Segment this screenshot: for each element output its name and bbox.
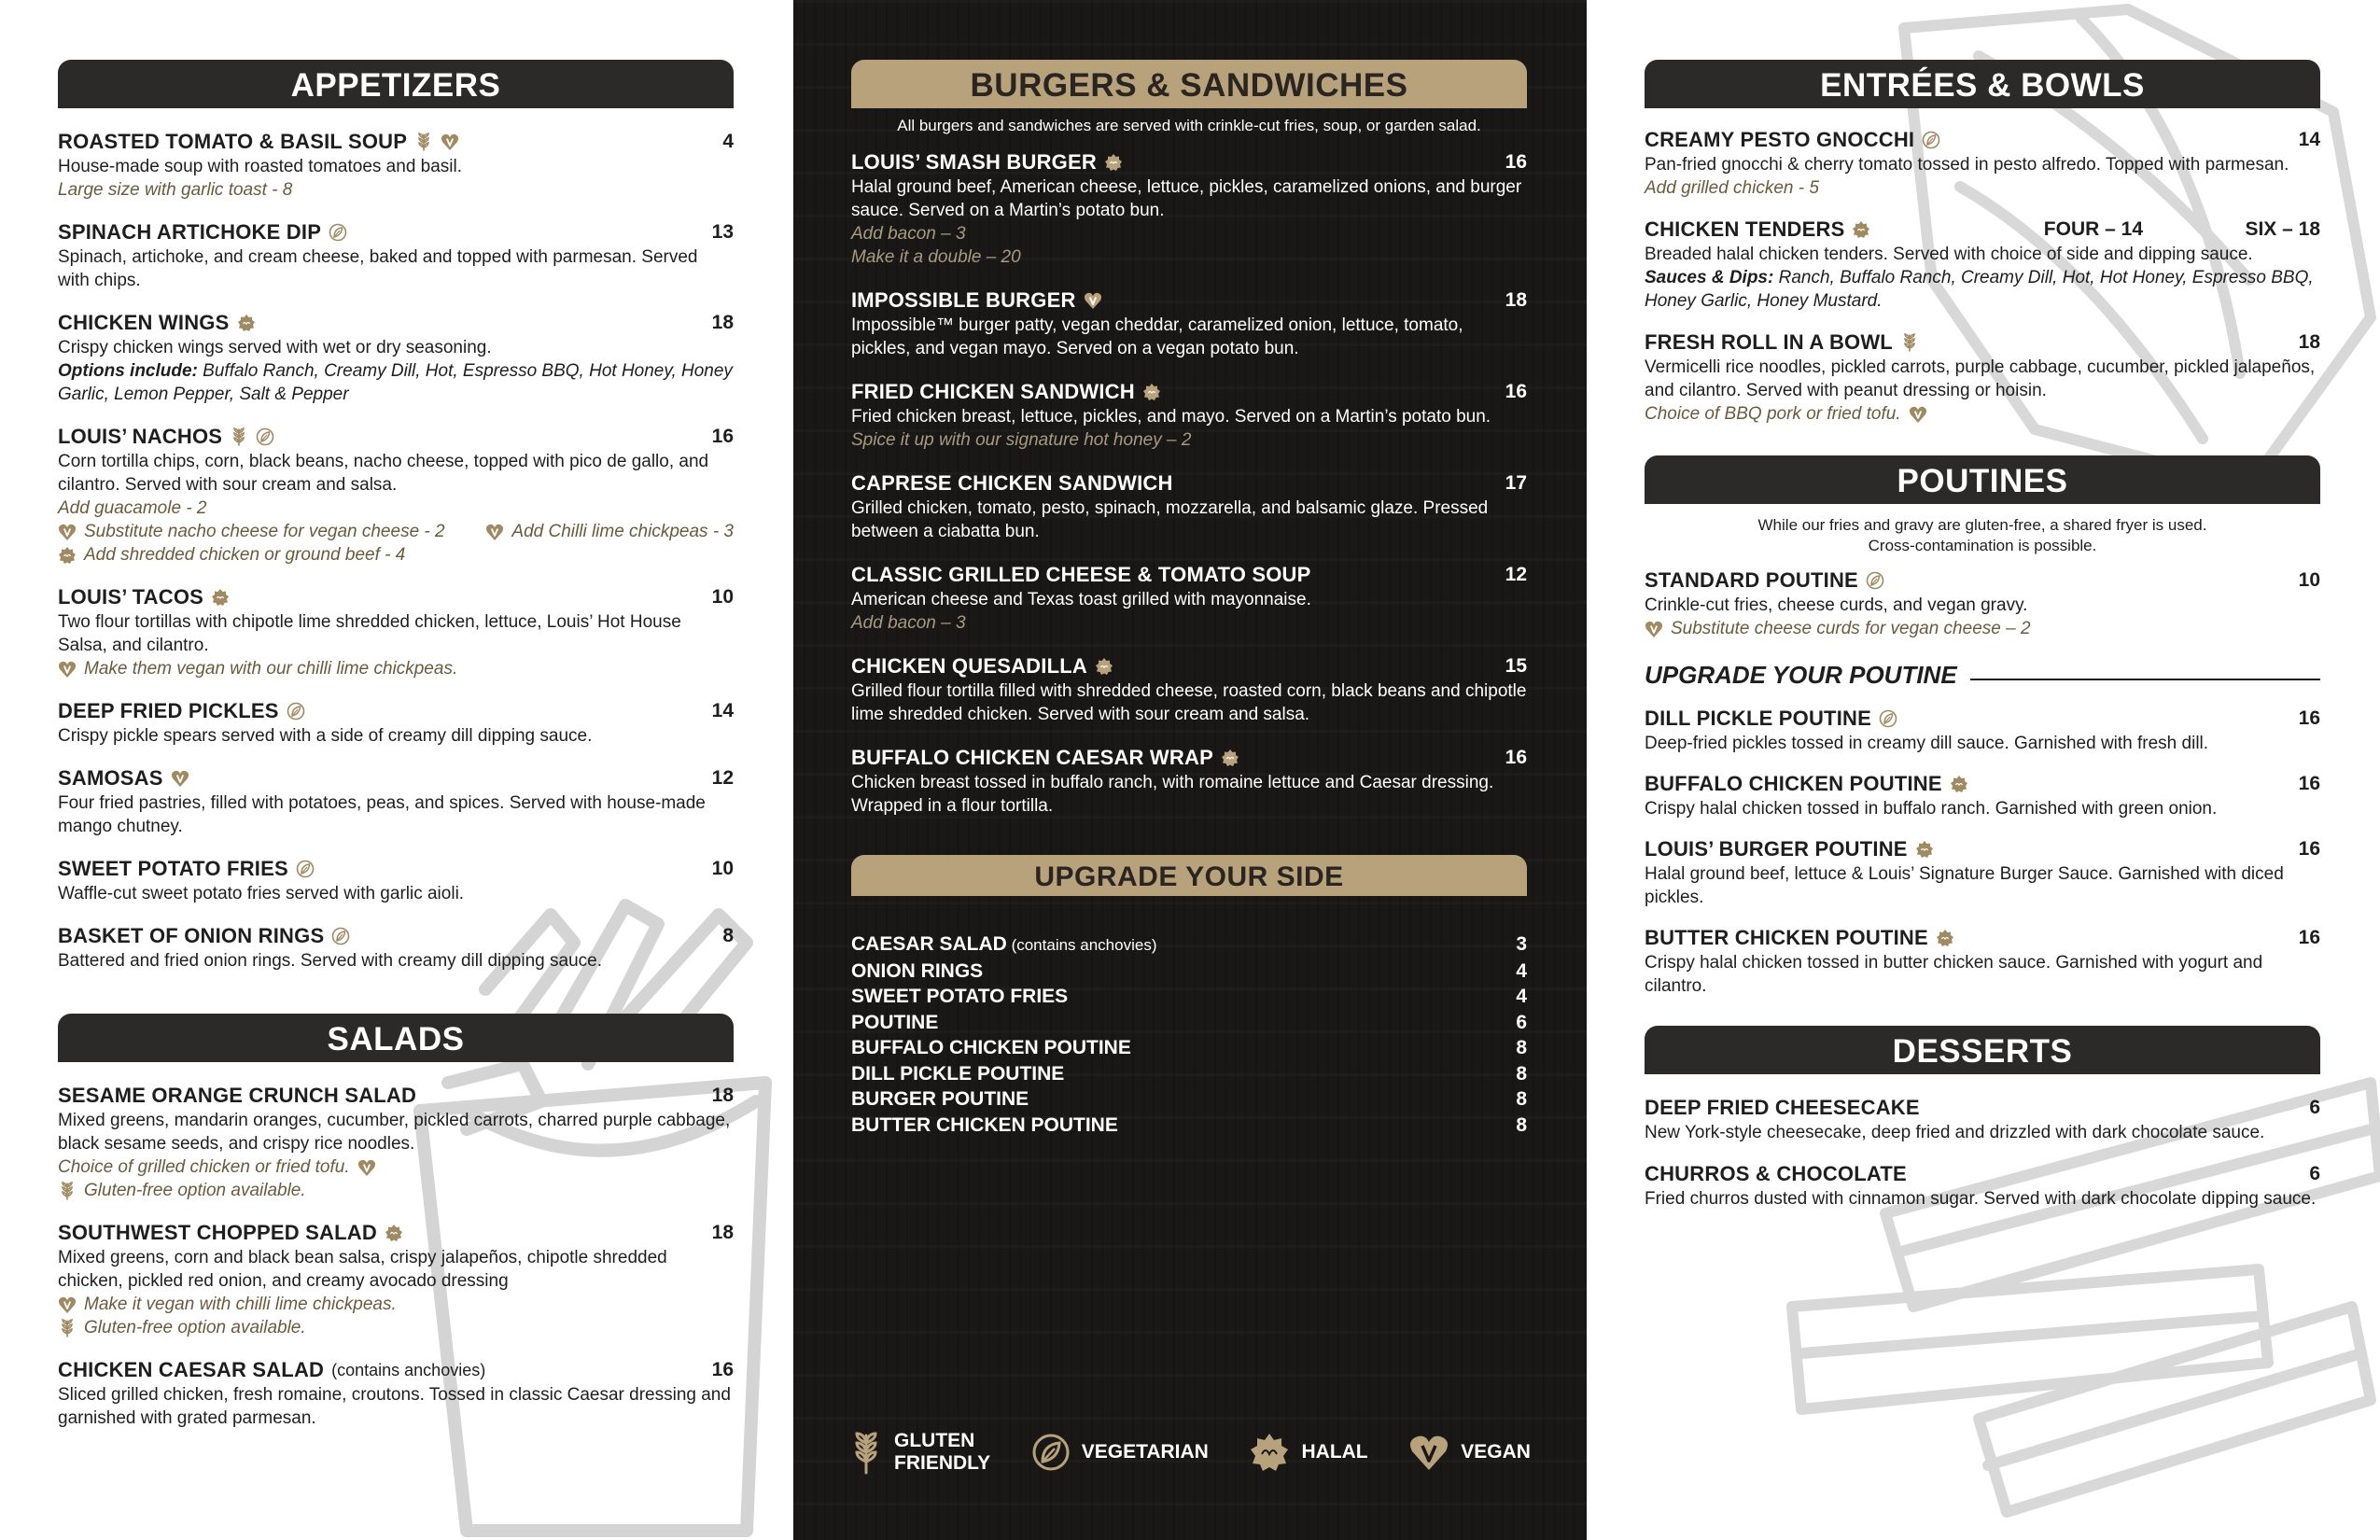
- wheat-icon: [849, 1430, 883, 1475]
- menu-item: [58, 129, 734, 202]
- item-name: [1645, 1095, 1920, 1121]
- burgers-intro: All burgers and sandwiches are served with crinkle-cut fries, soup, or garden salad.: [897, 117, 1481, 134]
- menu-item: [58, 698, 734, 748]
- item-price: 17: [1505, 472, 1527, 494]
- item-note: [58, 1155, 734, 1179]
- note-text: Choice of BBQ pork or fried tofu.: [1645, 404, 1901, 424]
- halal-icon: [1095, 657, 1113, 676]
- item-name: [851, 745, 1239, 771]
- legend-halal-label: HALAL: [1301, 1441, 1368, 1463]
- note-text: Make it a double – 20: [851, 247, 1021, 267]
- leaf-icon: [1879, 709, 1897, 728]
- leaf-icon: [256, 427, 274, 446]
- item-price: 16: [711, 426, 734, 447]
- item-price: 16: [1505, 151, 1527, 173]
- item-price: 14: [711, 700, 734, 721]
- item-description: Battered and fried onion rings. Served with creamy dill dipping sauce.: [58, 951, 602, 971]
- upgrade-name-note: (contains anchovies): [1006, 936, 1157, 954]
- item-price: 18: [1505, 289, 1527, 311]
- menu-item: [58, 1357, 734, 1430]
- item-name: [851, 287, 1102, 314]
- item-price: 16: [2298, 773, 2320, 794]
- item-name: [1645, 127, 1940, 153]
- item-options-lead: Sauces & Dips:: [1645, 268, 1774, 287]
- item-price: 18: [711, 1222, 734, 1243]
- item-name-text: BUFFALO CHICKEN POUTINE: [1645, 772, 1942, 795]
- item-note: [1645, 617, 2320, 640]
- note-text: Add guacamole - 2: [58, 498, 207, 518]
- menu-item: [58, 584, 734, 680]
- item-description: New York-style cheesecake, deep fried and drizzled with dark chocolate sauce.: [1645, 1123, 2265, 1142]
- leaf-icon: [287, 702, 305, 721]
- item-name: [58, 129, 459, 155]
- upgrade-name: [851, 1113, 1118, 1139]
- item-note: [58, 543, 734, 567]
- halal-icon: [1104, 153, 1123, 172]
- item-description: Fried churros dusted with cinnamon sugar. Served with dark chocolate dipping sauce.: [1645, 1189, 2317, 1209]
- menu-item: [1645, 1095, 2320, 1144]
- item-description: Grilled chicken, tomato, pesto, spinach, mozzarella, and balsamic glaze. Pressed between a ciabatta bun.: [851, 498, 1489, 541]
- upgrade-price: 8: [1516, 1113, 1527, 1136]
- upgrade-name: [851, 984, 1068, 1010]
- item-name-note: (contains anchovies): [331, 1361, 486, 1379]
- menu-item: [851, 470, 1527, 543]
- menu-item: [851, 379, 1527, 452]
- halal-icon: [58, 546, 77, 565]
- upgrade-name-text: POUTINE: [851, 1011, 939, 1033]
- item-note: [851, 222, 1527, 245]
- item-price: 15: [1505, 655, 1527, 677]
- menu-item: [1645, 127, 2320, 200]
- entrees-list: [1645, 127, 2380, 426]
- poutines-list: [1645, 706, 2380, 998]
- item-name-text: CHURROS & CHOCOLATE: [1645, 1162, 1907, 1185]
- note-text: Add bacon – 3: [851, 224, 966, 244]
- item-name: [58, 219, 347, 245]
- upgrade-row: [851, 1113, 1527, 1139]
- item-description: Crispy chicken wings served with wet or dry seasoning.: [58, 338, 492, 357]
- item-description: Crispy halal chicken tossed in butter chicken sauce. Garnished with yogurt and cilantro.: [1645, 953, 2263, 996]
- item-description: Sliced grilled chicken, fresh romaine, croutons. Tossed in classic Caesar dressing and garnished with grated parmesan.: [58, 1385, 731, 1428]
- halal-icon: [1936, 929, 1954, 947]
- menu-item: [851, 562, 1527, 635]
- item-price: 8: [722, 925, 734, 946]
- item-name: [1645, 925, 1954, 951]
- item-name: [851, 653, 1113, 679]
- item-options: [1645, 266, 2320, 313]
- item-note: [58, 1179, 734, 1202]
- item-description: Four fried pastries, filled with potatoes, peas, and spices. Served with house-made mango chutney.: [58, 793, 706, 836]
- item-price: 16: [1505, 747, 1527, 768]
- menu-item: [58, 424, 734, 567]
- item-name: [851, 562, 1310, 588]
- item-price: 13: [711, 221, 734, 243]
- item-price: 14: [2298, 129, 2320, 150]
- upgrade-name-text: BUFFALO CHICKEN POUTINE: [851, 1037, 1131, 1058]
- legend-gluten-line2: FRIENDLY: [894, 1452, 991, 1474]
- item-description: American cheese and Texas toast grilled with mayonnaise.: [851, 590, 1311, 609]
- item-note: [1645, 176, 2320, 200]
- wheat-icon: [58, 1319, 77, 1337]
- note-text: Make it vegan with chilli lime chickpeas.: [84, 1295, 397, 1314]
- vegan-heart-icon: [58, 660, 77, 679]
- menu-item: [1645, 925, 2320, 998]
- item-price: 6: [2309, 1163, 2320, 1184]
- legend-vegan: [1408, 1433, 1531, 1472]
- upgrade-name-text: BURGER POUTINE: [851, 1088, 1029, 1110]
- item-name-text: SPINACH ARTICHOKE DIP: [58, 220, 322, 244]
- upgrade-name: [851, 1035, 1131, 1061]
- vegan-heart-icon: [58, 1295, 77, 1314]
- menu-item: [851, 745, 1527, 818]
- item-note: [58, 657, 734, 680]
- vegan-heart-icon: [485, 523, 504, 541]
- left-column: [0, 0, 793, 1540]
- item-price: 16: [2298, 927, 2320, 948]
- burgers-list: [851, 149, 1587, 818]
- upgrade-poutine-rule: [1970, 679, 2320, 680]
- legend-gluten-friendly: [849, 1430, 990, 1475]
- item-note: [58, 1316, 734, 1339]
- upgrade-name-text: SWEET POTATO FRIES: [851, 986, 1069, 1007]
- halal-icon: [211, 588, 230, 607]
- dietary-legend: [849, 1430, 1531, 1475]
- item-name-text: CHICKEN CAESAR SALAD: [58, 1358, 325, 1381]
- upgrade-name-text: BUTTER CHICKEN POUTINE: [851, 1113, 1118, 1136]
- note-text: Add bacon – 3: [851, 613, 966, 633]
- item-price-six: SIX – 18: [2245, 218, 2320, 240]
- item-name-text: FRIED CHICKEN SANDWICH: [851, 380, 1135, 403]
- vegan-heart-icon: [1645, 620, 1663, 638]
- upgrade-name: [851, 959, 983, 985]
- item-name: [58, 1083, 416, 1109]
- desserts-list: [1645, 1095, 2380, 1211]
- upgrade-name-text: ONION RINGS: [851, 959, 984, 982]
- item-description: Mixed greens, corn and black bean salsa, crispy jalapeños, chipotle shredded chicken, pickled red onion, and creamy avocado dressing: [58, 1248, 667, 1291]
- upgrade-row: [851, 1086, 1527, 1113]
- item-description: Crinkle-cut fries, cheese curds, and vegan gravy.: [1645, 595, 2028, 615]
- vegan-heart-icon: [58, 523, 77, 541]
- item-options-text: Buffalo Ranch, Creamy Dill, Hot, Espresso BBQ, Hot Honey, Honey Garlic, Lemon Pepper, Salt & Pepper: [58, 361, 733, 404]
- item-price: 10: [2298, 569, 2320, 591]
- wheat-icon: [58, 1182, 77, 1200]
- item-options-text: Ranch, Buffalo Ranch, Creamy Dill, Hot, Hot Honey, Espresso BBQ, Honey Garlic, Honey Mustard.: [1645, 268, 2314, 311]
- upgrade-name: [851, 1086, 1029, 1113]
- item-note-pair: [58, 520, 734, 543]
- right-column: [1587, 0, 2380, 1540]
- menu-item: [58, 923, 734, 973]
- item-price: 18: [711, 1085, 734, 1106]
- note-text: Substitute cheese curds for vegan cheese – 2: [1671, 619, 2031, 638]
- halal-icon: [1221, 749, 1239, 767]
- item-name: [58, 584, 230, 610]
- item-name-text: CHICKEN TENDERS: [1645, 217, 1845, 241]
- item-name-text: CAPRESE CHICKEN SANDWICH: [851, 471, 1173, 495]
- item-description: Chicken breast tossed in buffalo ranch, with romaine lettuce and Caesar dressing. Wrapped in a flour tortilla.: [851, 773, 1494, 816]
- item-description: Vermicelli rice noodles, pickled carrots, purple cabbage, cucumber, pickled jalapeños, and cilantro. Served with peanut dressing or hoisin.: [1645, 357, 2316, 400]
- item-description: House-made soup with roasted tomatoes and basil.: [58, 157, 463, 176]
- upgrade-name-text: DILL PICKLE POUTINE: [851, 1062, 1065, 1085]
- item-price: 16: [2298, 838, 2320, 860]
- upgrade-row: [851, 984, 1527, 1010]
- item-name: [1645, 836, 1934, 862]
- item-name-text: LOUIS’ SMASH BURGER: [851, 150, 1097, 174]
- item-name: [851, 470, 1173, 497]
- item-description: Mixed greens, mandarin oranges, cucumber, pickled carrots, charred purple cabbage, black sesame seeds, and crispy rice noodles.: [58, 1111, 731, 1154]
- poutines-header: POUTINES: [1645, 455, 2320, 504]
- item-name: [58, 1220, 403, 1246]
- item-note: [58, 497, 734, 520]
- note-text: Add Chilli lime chickpeas - 3: [511, 522, 734, 541]
- item-price: 10: [711, 586, 734, 608]
- legend-vegan-label: VEGAN: [1461, 1441, 1531, 1463]
- upgrade-name: [851, 931, 1156, 959]
- menu-item: [1645, 1161, 2320, 1211]
- halal-icon: [385, 1224, 403, 1242]
- item-name-text: LOUIS’ BURGER POUTINE: [1645, 837, 1908, 861]
- upgrade-price: 8: [1516, 1037, 1527, 1058]
- item-price: 4: [722, 131, 734, 152]
- item-name-text: BASKET OF ONION RINGS: [58, 924, 325, 947]
- upgrade-price: 6: [1516, 1011, 1527, 1033]
- salads-list: [58, 1083, 793, 1430]
- note-text: Gluten-free option available.: [84, 1318, 306, 1337]
- item-name-text: SWEET POTATO FRIES: [58, 857, 288, 880]
- legend-gluten-line1: GLUTEN: [894, 1430, 975, 1451]
- item-description: Crispy pickle spears served with a side of creamy dill dipping sauce.: [58, 726, 593, 746]
- item-price: 18: [711, 312, 734, 333]
- item-price-four: FOUR – 14: [2043, 218, 2143, 240]
- item-name-text: CHICKEN WINGS: [58, 311, 230, 334]
- item-name-text: ROASTED TOMATO & BASIL SOUP: [58, 130, 408, 153]
- item-name-text: STANDARD POUTINE: [1645, 568, 1858, 592]
- item-description: Waffle-cut sweet potato fries served with garlic aioli.: [58, 884, 465, 903]
- menu-item: [1645, 329, 2320, 426]
- burgers-header: BURGERS & SANDWICHES: [851, 60, 1527, 108]
- upgrade-price: 8: [1516, 1088, 1527, 1110]
- halal-icon: [1142, 383, 1161, 401]
- item-note: [58, 1293, 734, 1316]
- item-name-text: DEEP FRIED CHEESECAKE: [1645, 1096, 1920, 1119]
- halal-icon: [1915, 840, 1934, 859]
- menu-item: [58, 310, 734, 406]
- menu-item: [58, 856, 734, 905]
- item-name-text: BUTTER CHICKEN POUTINE: [1645, 926, 1928, 949]
- item-name-text: DILL PICKLE POUTINE: [1645, 707, 1871, 730]
- item-name: [58, 698, 305, 724]
- note-text: Add shredded chicken or ground beef - 4: [84, 545, 406, 565]
- item-name-text: DEEP FRIED PICKLES: [58, 699, 279, 722]
- legend-halal: [1249, 1432, 1367, 1473]
- vegan-heart-icon: [1909, 405, 1927, 424]
- item-name-text: CHICKEN QUESADILLA: [851, 654, 1087, 678]
- upgrade-price: 4: [1516, 959, 1527, 982]
- item-price: 16: [2298, 707, 2320, 729]
- item-name: [1645, 567, 1884, 594]
- item-note: [851, 611, 1527, 635]
- note-text: Gluten-free option available.: [84, 1181, 306, 1200]
- item-price: 16: [1505, 381, 1527, 402]
- vegan-heart-icon: [357, 1158, 376, 1177]
- salads-header: SALADS: [58, 1014, 734, 1062]
- item-name-text: SAMOSAS: [58, 766, 163, 790]
- item-note: [851, 245, 1527, 269]
- item-note: [851, 428, 1527, 452]
- wheat-icon: [230, 427, 248, 446]
- note-text: Substitute nacho cheese for vegan cheese - 2: [84, 522, 445, 541]
- item-name: [851, 379, 1161, 405]
- leaf-icon: [329, 223, 347, 242]
- leaf-icon: [1031, 1433, 1071, 1472]
- upgrade-row: [851, 931, 1527, 959]
- halal-icon: [1249, 1432, 1290, 1473]
- item-name: [851, 149, 1123, 175]
- item-description: Grilled flour tortilla filled with shredded cheese, roasted corn, black beans and chipotle lime shredded chicken. Served with sour cream and salsa.: [851, 681, 1527, 724]
- upgrade-row: [851, 1010, 1527, 1036]
- upgrade-price: 8: [1516, 1062, 1527, 1085]
- note-text: Large size with garlic toast - 8: [58, 180, 293, 200]
- item-description: Deep-fried pickles tossed in creamy dill sauce. Garnished with fresh dill.: [1645, 734, 2209, 753]
- note-text: Add grilled chicken - 5: [1645, 178, 1819, 198]
- upgrade-name: [851, 1010, 938, 1036]
- item-description: Two flour tortillas with chipotle lime shredded chicken, lettuce, Louis’ Hot House Salsa, and cilantro.: [58, 612, 681, 655]
- poutines-intro-line1: While our fries and gravy are gluten-free, a shared fryer is used.: [1757, 516, 2207, 534]
- item-name: [58, 765, 189, 791]
- item-name: [1645, 706, 1897, 732]
- menu-item: [1645, 836, 2320, 909]
- menu-item: [58, 219, 734, 292]
- item-name: [1645, 1161, 1907, 1187]
- item-name: [58, 1357, 485, 1383]
- upgrade-row: [851, 1061, 1527, 1087]
- appetizers-list: [58, 129, 793, 973]
- menu-item: [851, 149, 1527, 269]
- upgrade-price: 4: [1516, 986, 1527, 1007]
- item-note: [485, 520, 734, 543]
- item-name: [1645, 329, 1919, 356]
- menu-item: [1645, 217, 2320, 313]
- item-price: 6: [2309, 1097, 2320, 1118]
- item-description: Breaded halal chicken tenders. Served with choice of side and dipping sauce.: [1645, 245, 2253, 264]
- item-name: [58, 310, 256, 336]
- item-note: [1645, 402, 2320, 426]
- menu-item: [58, 1083, 734, 1202]
- item-name-text: BUFFALO CHICKEN CAESAR WRAP: [851, 746, 1213, 769]
- item-name: [1645, 217, 1870, 243]
- item-note: [58, 178, 734, 202]
- upgrade-name-text: CAESAR SALAD: [851, 933, 1007, 955]
- item-options: [58, 359, 734, 406]
- item-name-text: CLASSIC GRILLED CHEESE & TOMATO SOUP: [851, 563, 1311, 586]
- upgrade-row: [851, 1035, 1527, 1061]
- appetizers-header: APPETIZERS: [58, 60, 734, 108]
- item-options-lead: Options include:: [58, 361, 198, 381]
- menu-item: [1645, 771, 2320, 820]
- halal-icon: [1950, 775, 1968, 793]
- legend-vegetarian: [1031, 1433, 1209, 1472]
- item-description: Impossible™ burger patty, vegan cheddar, caramelized onion, lettuce, tomato, pickles, and vegan mayo. Served on a vegan potato bun.: [851, 315, 1463, 358]
- poutines-intro-line2: Cross-contamination is possible.: [1868, 537, 2097, 554]
- upgrade-side-list: [851, 931, 1587, 1138]
- item-description: Fried chicken breast, lettuce, pickles, and mayo. Served on a Martin’s potato bun.: [851, 407, 1491, 427]
- item-name-text: LOUIS’ TACOS: [58, 585, 204, 609]
- upgrade-side-header: UPGRADE YOUR SIDE: [851, 855, 1527, 896]
- menu-item: [1645, 567, 2320, 640]
- item-description: Spinach, artichoke, and cream cheese, baked and topped with parmesan. Served with chips.: [58, 247, 698, 290]
- halal-icon: [1852, 220, 1870, 239]
- vegan-heart-icon: [1084, 291, 1102, 310]
- vegan-heart-icon: [441, 133, 459, 151]
- entrees-header: ENTRÉES & BOWLS: [1645, 60, 2320, 108]
- desserts-header: DESSERTS: [1645, 1026, 2320, 1074]
- upgrade-price: 3: [1516, 933, 1527, 955]
- menu-item: [851, 287, 1527, 360]
- standard-poutine: [1645, 567, 2380, 640]
- item-name: [58, 856, 315, 882]
- middle-column: [793, 0, 1587, 1540]
- leaf-icon: [331, 927, 350, 945]
- note-text: Spice it up with our signature hot honey – 2: [851, 430, 1192, 450]
- item-name-text: SESAME ORANGE CRUNCH SALAD: [58, 1084, 417, 1107]
- menu-item: [851, 653, 1527, 726]
- vegan-heart-icon: [1408, 1433, 1449, 1472]
- item-name-text: CREAMY PESTO GNOCCHI: [1645, 128, 1915, 151]
- item-price: 12: [711, 767, 734, 789]
- item-price: 16: [711, 1359, 734, 1380]
- upgrade-poutine-title: UPGRADE YOUR POUTINE: [1645, 661, 1957, 689]
- legend-vegetarian-label: VEGETARIAN: [1081, 1441, 1209, 1463]
- item-name-text: SOUTHWEST CHOPPED SALAD: [58, 1221, 377, 1244]
- item-name: [58, 923, 350, 949]
- note-text: Choice of grilled chicken or fried tofu.: [58, 1157, 350, 1177]
- wheat-icon: [1900, 333, 1919, 352]
- item-note: [58, 520, 445, 543]
- leaf-icon: [296, 860, 315, 878]
- item-price: 10: [711, 858, 734, 879]
- item-name: [58, 424, 274, 450]
- leaf-icon: [1922, 131, 1940, 149]
- item-description: Crispy halal chicken tossed in buffalo ranch. Garnished with green onion.: [1645, 799, 2218, 819]
- vegan-heart-icon: [171, 769, 189, 788]
- item-description: Pan-fried gnocchi & cherry tomato tossed in pesto alfredo. Topped with parmesan.: [1645, 155, 2289, 175]
- leaf-icon: [1866, 571, 1884, 590]
- halal-icon: [237, 314, 256, 332]
- item-name-text: FRESH ROLL IN A BOWL: [1645, 330, 1893, 354]
- upgrade-row: [851, 959, 1527, 985]
- note-text: Make them vegan with our chilli lime chickpeas.: [84, 659, 458, 679]
- item-description: Halal ground beef, American cheese, lettuce, pickles, caramelized onions, and burger sauce. Served on a Martin’s potato bun.: [851, 177, 1522, 220]
- item-name-text: IMPOSSIBLE BURGER: [851, 288, 1076, 312]
- item-description: Corn tortilla chips, corn, black beans, nacho cheese, topped with pico de gallo, and cilantro. Served with sour cream and salsa.: [58, 452, 709, 495]
- menu-item: [58, 765, 734, 838]
- upgrade-poutine-heading: [1645, 659, 2320, 691]
- item-price: 12: [1505, 564, 1527, 585]
- upgrade-name: [851, 1061, 1064, 1087]
- menu-item: [58, 1220, 734, 1339]
- item-name-text: LOUIS’ NACHOS: [58, 425, 223, 448]
- item-price: 18: [2298, 331, 2320, 353]
- item-description: Halal ground beef, lettuce & Louis’ Signature Burger Sauce. Garnished with diced pickles.: [1645, 864, 2284, 907]
- wheat-icon: [414, 133, 433, 151]
- menu-item: [1645, 706, 2320, 755]
- item-name: [1645, 771, 1968, 797]
